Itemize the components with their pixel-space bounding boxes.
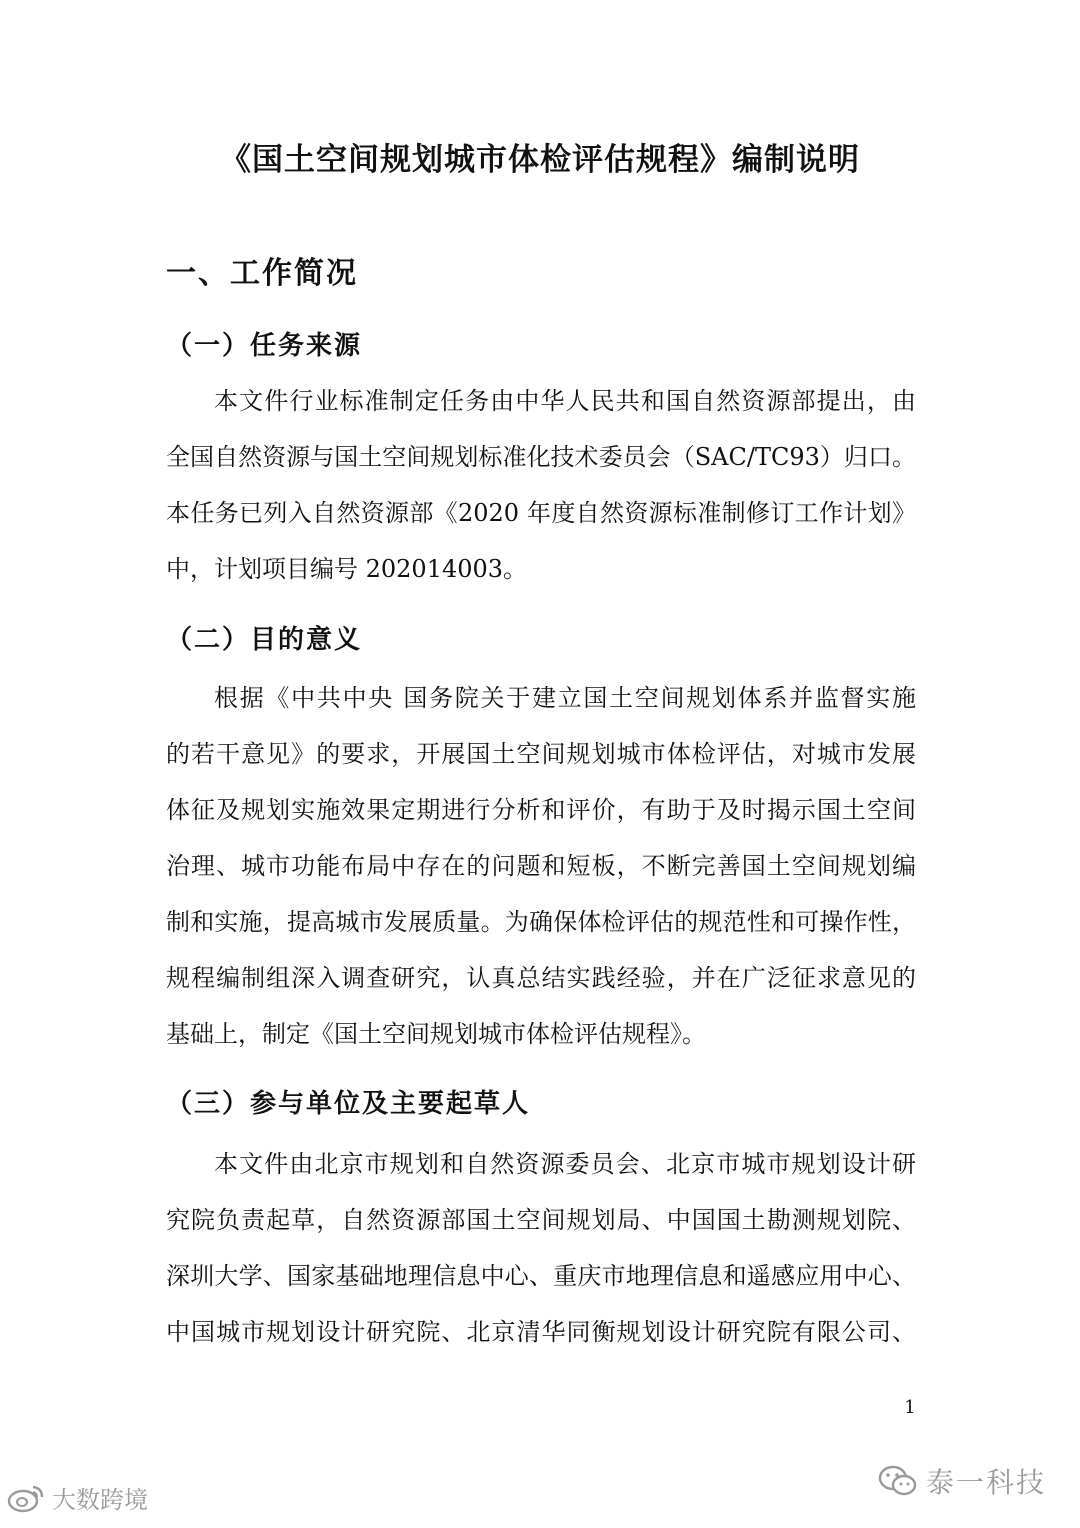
subsection-heading-purpose: （二）目的意义: [166, 625, 363, 655]
paragraph-task-source: [166, 373, 916, 597]
document-title: 《国土空间规划城市体检评估规程》编制说明: [220, 142, 860, 178]
watermark-wechat: [878, 1461, 1046, 1501]
section-heading-work-overview: 一、工作简况: [166, 256, 358, 291]
paragraph-line: 本任务已列入自然资源部《2020 年度自然资源标准制修订工作计划》: [166, 499, 916, 527]
paragraph-line: 中国城市规划设计研究院、北京清华同衡规划设计研究院有限公司、: [166, 1318, 916, 1346]
watermark-account-name: 泰一科技: [926, 1466, 1047, 1499]
paragraph-line: 深圳大学、国家基础地理信息中心、重庆市地理信息和遥感应用中心、: [166, 1262, 916, 1290]
subsection-heading-task-source: （一）任务来源: [166, 331, 363, 361]
paragraph-line: 规程编制组深入调查研究，认真总结实践经验，并在广泛征求意见的: [166, 964, 916, 992]
paragraph-line: 究院负责起草，自然资源部国土空间规划局、中国国土勘测规划院、: [166, 1206, 916, 1234]
paragraph-participants: [166, 1136, 916, 1360]
weibo-icon: [6, 1483, 46, 1513]
watermark-source-name: 大数跨境: [52, 1486, 148, 1514]
paragraph-line: 治理、城市功能布局中存在的问题和短板，不断完善国土空间规划编: [166, 852, 916, 880]
paragraph-line: 基础上，制定《国土空间规划城市体检评估规程》。: [166, 1020, 706, 1048]
wechat-icon: [878, 1464, 918, 1498]
paragraph-line: 本文件由北京市规划和自然资源委员会、北京市城市规划设计研: [214, 1150, 916, 1178]
paragraph-line: 中，计划项目编号 202014003。: [166, 555, 528, 583]
paragraph-purpose: [166, 670, 916, 1062]
paragraph-line: 根据《中共中央 国务院关于建立国土空间规划体系并监督实施: [214, 684, 916, 712]
page-number: 1: [904, 1397, 916, 1418]
paragraph-line: 的若干意见》的要求，开展国土空间规划城市体检评估，对城市发展: [166, 740, 916, 768]
paragraph-line: 全国自然资源与国土空间规划标准化技术委员会（SAC/TC93）归口。: [166, 443, 916, 471]
subsection-heading-participants: （三）参与单位及主要起草人: [166, 1089, 531, 1119]
watermark-weibo: [6, 1480, 148, 1515]
paragraph-line: 体征及规划实施效果定期进行分析和评价，有助于及时揭示国土空间: [166, 796, 916, 824]
paragraph-line: 本文件行业标准制定任务由中华人民共和国自然资源部提出，由: [214, 387, 916, 415]
paragraph-line: 制和实施，提高城市发展质量。为确保体检评估的规范性和可操作性，: [166, 908, 916, 936]
